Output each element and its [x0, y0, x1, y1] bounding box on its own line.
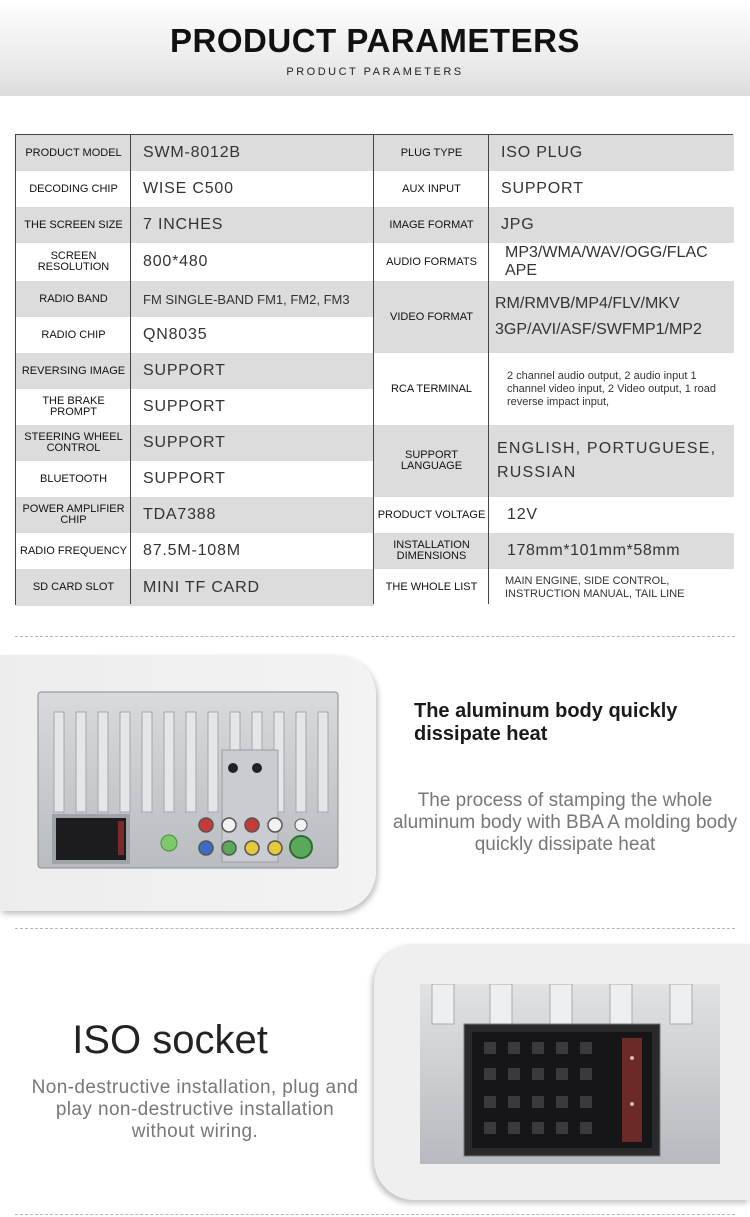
table-divider: [130, 135, 131, 604]
spec-label-decoding-chip: DECODING CHIP: [16, 171, 131, 207]
spec-value-bluetooth: SUPPORT: [131, 461, 374, 497]
aluminum-body-unit-image: [36, 690, 341, 870]
spec-label-product-model: PRODUCT MODEL: [16, 135, 131, 171]
page-subtitle: PRODUCT PARAMETERS: [286, 66, 464, 78]
spec-value-plug-type: ISO PLUG: [489, 135, 734, 171]
spec-value-sd-card-slot: MINI TF CARD: [131, 569, 374, 606]
feature-heat-title: The aluminum body quickly dissipate heat: [414, 700, 678, 745]
spec-label-screen-size: THE SCREEN SIZE: [16, 207, 131, 243]
spec-label-screen-resolution: SCREEN RESOLUTION: [16, 243, 131, 281]
header-banner: [0, 0, 750, 96]
spec-table: [15, 134, 733, 605]
page-title: PRODUCT PARAMETERS: [170, 22, 580, 59]
spec-value-radio-band: FM SINGLE-BAND FM1, FM2, FM3: [131, 281, 374, 317]
spec-value-screen-size: 7 INCHES: [131, 207, 374, 243]
section-divider: [15, 928, 735, 929]
spec-value-audio-formats: MP3/WMA/WAV/OGG/FLAC APE: [489, 243, 734, 281]
spec-label-support-language: SUPPORT LANGUAGE: [374, 425, 489, 497]
spec-label-whole-list: THE WHOLE LIST: [374, 569, 489, 606]
spec-value-product-model: SWM-8012B: [131, 135, 374, 171]
spec-label-brake-prompt: THE BRAKE PROMPT: [16, 389, 131, 425]
spec-value-image-format: JPG: [489, 207, 734, 243]
table-divider: [488, 135, 489, 604]
spec-label-bluetooth: BLUETOOTH: [16, 461, 131, 497]
spec-label-image-format: IMAGE FORMAT: [374, 207, 489, 243]
spec-value-radio-frequency: 87.5M-108M: [131, 533, 374, 569]
spec-label-audio-formats: AUDIO FORMATS: [374, 243, 489, 281]
spec-label-plug-type: PLUG TYPE: [374, 135, 489, 171]
spec-label-rca-terminal: RCA TERMINAL: [374, 353, 489, 425]
spec-label-radio-chip: RADIO CHIP: [16, 317, 131, 353]
spec-value-decoding-chip: WISE C500: [131, 171, 374, 207]
spec-value-product-voltage: 12V: [489, 497, 734, 533]
spec-value-whole-list: MAIN ENGINE, SIDE CONTROL, INSTRUCTION MANUAL, TAIL LINE: [489, 569, 734, 606]
table-divider: [373, 135, 374, 604]
spec-value-screen-resolution: 800*480: [131, 243, 374, 281]
section-divider: [15, 636, 735, 637]
spec-label-product-voltage: PRODUCT VOLTAGE: [374, 497, 489, 533]
spec-label-power-amplifier: POWER AMPLIFIER CHIP: [16, 497, 131, 533]
feature-iso-title: ISO socket: [72, 1018, 268, 1062]
spec-label-sd-card-slot: SD CARD SLOT: [16, 569, 131, 606]
spec-label-radio-frequency: RADIO FREQUENCY: [16, 533, 131, 569]
spec-value-video-format: RM/RMVB/MP4/FLV/MKV 3GP/AVI/ASF/SWFMP1/MP2: [489, 281, 734, 353]
spec-value-rca-terminal: 2 channel audio output, 2 audio input 1 channel video input, 2 Video output, 1 road reverse impact input,: [489, 353, 734, 425]
spec-value-reversing-image: SUPPORT: [131, 353, 374, 389]
spec-label-steering-wheel: STEERING WHEEL CONTROL: [16, 425, 131, 461]
spec-label-installation-dimensions: INSTALLATION DIMENSIONS: [374, 533, 489, 569]
spec-value-aux-input: SUPPORT: [489, 171, 734, 207]
feature-heat-description: The process of stamping the whole aluminum body with BBA A molding body quickly dissipate heat: [392, 790, 738, 855]
spec-value-radio-chip: QN8035: [131, 317, 374, 353]
section-divider: [15, 1214, 735, 1215]
spec-label-reversing-image: REVERSING IMAGE: [16, 353, 131, 389]
spec-label-video-format: VIDEO FORMAT: [374, 281, 489, 353]
spec-label-radio-band: RADIO BAND: [16, 281, 131, 317]
spec-value-installation-dimensions: 178mm*101mm*58mm: [489, 533, 734, 569]
spec-value-brake-prompt: SUPPORT: [131, 389, 374, 425]
spec-value-power-amplifier: TDA7388: [131, 497, 374, 533]
spec-value-steering-wheel: SUPPORT: [131, 425, 374, 461]
feature-iso-description: Non-destructive installation, plug and play non-destructive installation without wiring.: [31, 1077, 359, 1142]
spec-value-support-language: ENGLISH, PORTUGUESE, RUSSIAN: [489, 425, 734, 497]
iso-socket-image: [420, 984, 720, 1164]
spec-label-aux-input: AUX INPUT: [374, 171, 489, 207]
